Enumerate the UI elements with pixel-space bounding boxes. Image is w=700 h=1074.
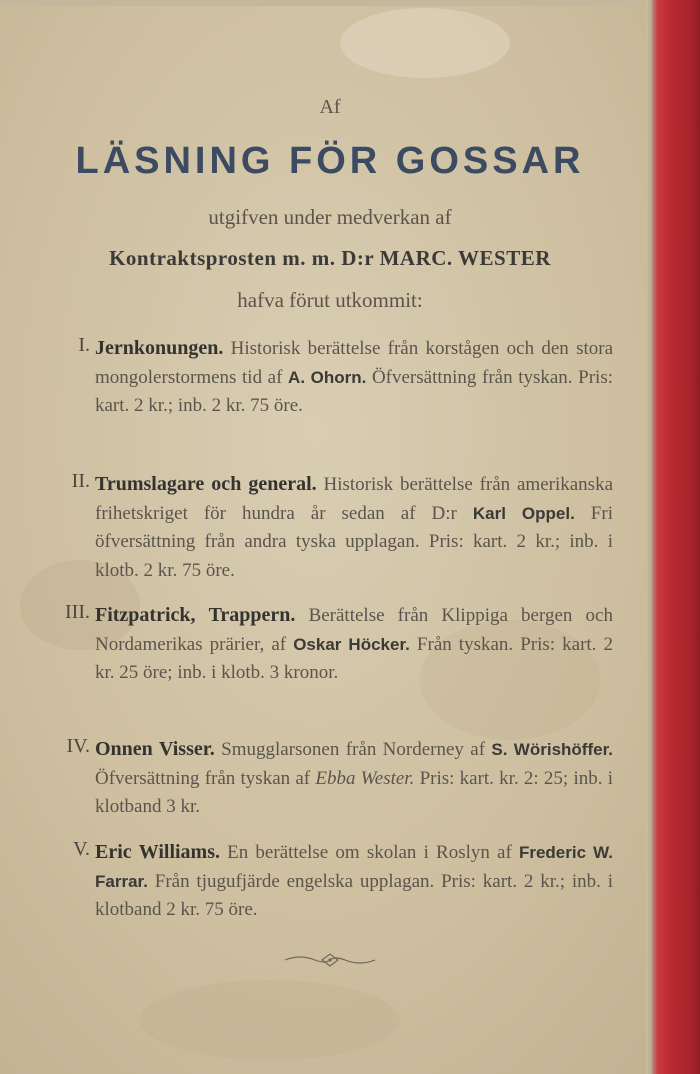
roman-numeral: III. xyxy=(65,601,90,623)
author-name: A. Ohorn. xyxy=(288,367,367,387)
entry-description: En berättelse om skolan i Roslyn af xyxy=(220,842,519,863)
translator-name: Ebba Wester. xyxy=(315,767,415,789)
entry-text xyxy=(95,334,613,421)
book-title: Eric Williams. xyxy=(95,841,221,863)
book-title: Jernkonungen. xyxy=(95,337,224,359)
previously-published: hafva förut utkommit: xyxy=(237,288,423,312)
entry-price: Från tyskan. Pris: kart. 2 kr. 25 öre; inb. i klotb. 3 kronor. xyxy=(95,633,613,683)
book-title: Onnen Visser. xyxy=(95,738,215,760)
entry-description: Öfversättning från tyskan af xyxy=(95,767,316,789)
book-title: Fitzpatrick, Trappern. xyxy=(95,604,296,626)
entry-description: Historisk berättelse från korstågen och den stora mongolerstormens tid af xyxy=(95,338,613,388)
roman-numeral: V. xyxy=(73,838,90,860)
author-name: Frederic W. Farrar. xyxy=(95,843,614,891)
entry-text xyxy=(95,735,613,822)
book-title: Trumslagare och general. xyxy=(95,473,317,495)
author-name: Oskar Höcker. xyxy=(293,634,410,654)
subtitle: utgifven under medverkan af xyxy=(208,205,452,229)
entry-text xyxy=(95,838,613,925)
by-line: Af xyxy=(319,96,341,118)
entry-description: Berättelse från Klippiga bergen och Nordamerikas prärier, af xyxy=(95,605,613,655)
entry-price: Från tjugufjärde engelska upplagan. Pris: kart. 2 kr.; inb. i klotband 2 kr. 75 öre. xyxy=(95,870,613,920)
entry-description: Smugglarsonen från Norderney af xyxy=(214,739,492,760)
ornament-divider xyxy=(280,950,380,970)
roman-numeral: IV. xyxy=(66,735,90,757)
author-name: Karl Oppel. xyxy=(472,503,575,523)
entry-description: Historisk berättelse från amerikanska frihetskriget för hundra år sedan af D:r xyxy=(95,474,613,524)
entry-text xyxy=(95,601,613,688)
entry-price: Pris: kart. kr. 2: 25; inb. i klotband 3 kr. xyxy=(95,767,613,817)
series-title: LÄSNING FÖR GOSSAR xyxy=(75,140,585,182)
roman-numeral: I. xyxy=(78,334,90,356)
editor-line: Kontraktsprosten m. m. D:r MARC. WESTER xyxy=(109,246,551,270)
entry-price: Öfversättning från tyskan. Pris: kart. 2 kr.; inb. 2 kr. 75 öre. xyxy=(95,366,613,416)
roman-numeral: II. xyxy=(71,470,90,492)
entry-text xyxy=(95,470,613,585)
entry-price: Fri öfversättning från andra tyska upplagan. Pris: kart. 2 kr.; inb. i klotb. 2 kr. 75 öre. xyxy=(95,502,613,581)
author-name: S. Wörishöffer. xyxy=(491,740,613,759)
